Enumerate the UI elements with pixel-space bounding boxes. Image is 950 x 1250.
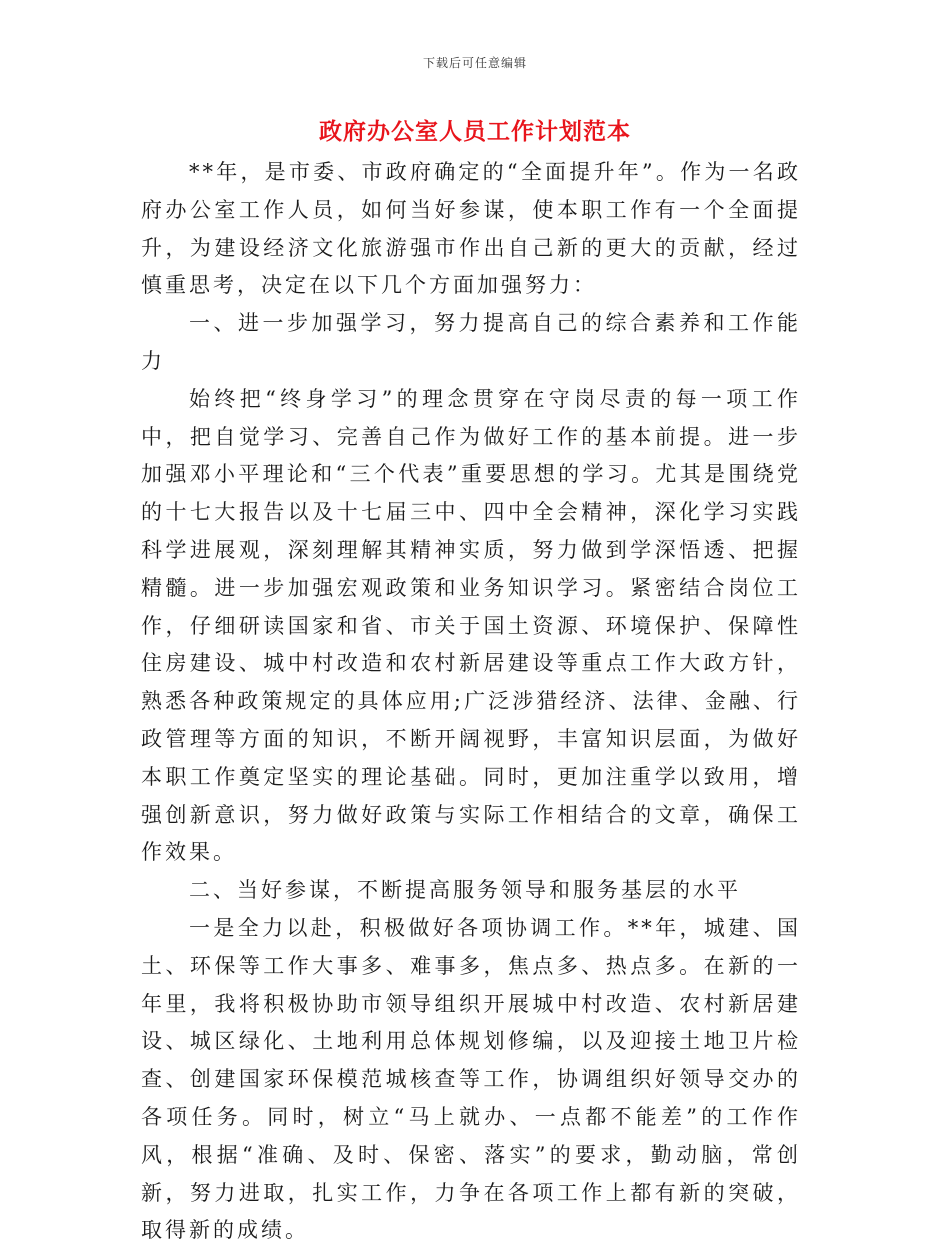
document-body	[141, 154, 801, 1250]
paragraph-study: 始终把“终身学习”的理念贯穿在守岗尽责的每一项工作中，把自觉学习、完善自己作为做好工作的基本前提。进一步加强邓小平理论和“三个代表”重要思想的学习。尤其是围绕党的十七大报告以及十七届三中、四中全会精神，深化学习实践科学进展观，深刻理解其精神实质，努力做到学深悟透、把握精髓。进一步加强宏观政策和业务知识学习。紧密结合岗位工作，仔细研读国家和省、市关于国土资源、环境保护、保障性住房建设、城中村改造和农村新居建设等重点工作大政方针，熟悉各种政策规定的具体应用;广泛涉猎经济、法律、金融、行政管理等方面的知识，不断开阔视野，丰富知识层面，为做好本职工作奠定坚实的理论基础。同时，更加注重学以致用，增强创新意识，努力做好政策与实际工作相结合的文章，确保工作效果。	[141, 386, 801, 865]
section-heading-2: 二、当好参谋，不断提高服务领导和服务基层的水平	[189, 878, 741, 903]
paragraph-coordination: 一是全力以赴，积极做好各项协调工作。**年，城建、国土、环保等工作大事多、难事多，焦点多、热点多。在新的一年里，我将积极协助市领导组织开展城中村改造、农村新居建设、城区绿化、土地利用总体规划修编，以及迎接土地卫片检查、创建国家环保模范城核查等工作，协调组织好领导交办的各项任务。同时，树立“马上就办、一点都不能差”的工作作风，根据“准确、及时、保密、落实”的要求，勤动脑，常创新，努力进取，扎实工作，力争在各项工作上都有新的突破，取得新的成绩。	[141, 915, 801, 1243]
section-heading-1: 一、进一步加强学习，努力提高自己的综合素养和工作能力	[141, 311, 801, 373]
paragraph-intro: **年，是市委、市政府确定的“全面提升年”。作为一名政府办公室工作人员，如何当好参谋，使本职工作有一个全面提升，为建设经济文化旅游强市作出自己新的更大的贡献，经过慎重思考，决定在以下几个方面加强努力：	[141, 160, 801, 298]
header-note: 下载后可任意编辑	[422, 56, 527, 70]
document-title: 政府办公室人员工作计划范本	[319, 118, 631, 145]
